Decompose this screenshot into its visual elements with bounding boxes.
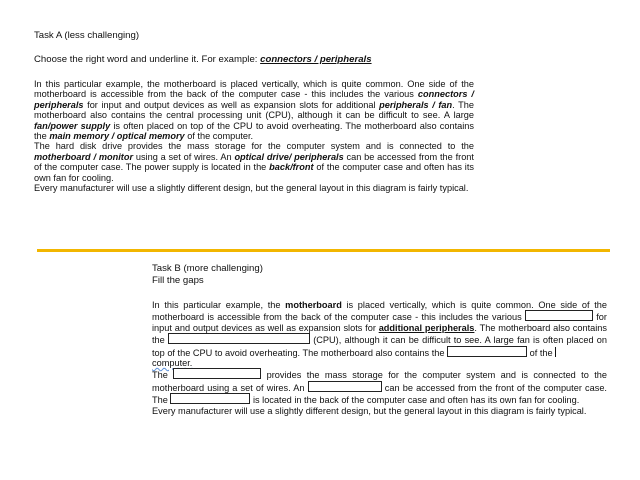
text-run: provides the mass storage for the computer system and is connected to the motherboard using a set of wires. An <box>152 370 607 393</box>
text-run: . The motherboard also contains the <box>152 322 607 346</box>
text-run: In this particular example, the motherboard is placed vertically, which is quite common. One side of the motherboard is accessible from the back of the computer case - this includes the various <box>34 79 474 100</box>
choice-7[interactable]: back/front <box>269 162 314 173</box>
text-line <box>152 368 607 405</box>
task-a-paragraph <box>34 79 474 193</box>
text-run: computer. <box>152 358 193 369</box>
gap-1-input[interactable] <box>525 310 593 321</box>
gap-6-input[interactable] <box>170 393 250 404</box>
task-b-paragraph <box>152 300 607 416</box>
text-run: can be accessed from the front of the computer case. The power supply is located in the <box>34 151 474 173</box>
text-run: for input and output devices as well as expansion slots for <box>152 312 607 333</box>
text-run: of the <box>529 347 553 358</box>
section-divider <box>37 249 610 252</box>
text-cursor <box>555 347 556 357</box>
text-run: In this particular example, the <box>152 300 281 310</box>
task-b-title: Task B (more challenging) <box>152 263 263 274</box>
text-run: is located in the back of the computer case and often has its own fan for cooling. <box>252 395 580 406</box>
keyword-motherboard: motherboard <box>285 300 342 310</box>
text-run: The hard disk drive provides the mass storage for the computer system and is connected to the <box>34 141 474 152</box>
choice-4[interactable]: main memory / optical memory <box>49 131 185 142</box>
text-run: of the computer case and often has its own fan for cooling. <box>34 162 474 183</box>
text-run: (CPU), although it can be difficult to see. A large fan is often placed on top of the CPU to avoid overheating. The motherboard also contains the <box>152 335 607 358</box>
choice-6[interactable]: optical drive/ peripherals <box>234 151 344 162</box>
instruction-text: Choose the right word and underline it. For example: <box>34 54 258 65</box>
choice-5[interactable]: motherboard / monitor <box>34 151 134 162</box>
choice-3[interactable]: fan/power supply <box>34 120 111 131</box>
text-run: of the computer. <box>187 131 254 142</box>
task-a-instruction <box>34 55 372 65</box>
gap-3-input[interactable] <box>447 346 527 357</box>
instruction-example: connectors / peripherals <box>260 54 372 65</box>
task-b-subtitle: Fill the gaps <box>152 275 204 286</box>
keyword-peripherals: additional peripherals <box>378 322 475 333</box>
choice-1[interactable]: connectors / peripherals <box>34 89 474 110</box>
text-run: using a set of wires. An <box>135 151 232 162</box>
text-run: for input and output devices as well as expansion slots for additional <box>87 99 376 110</box>
gap-5-input[interactable] <box>308 381 382 392</box>
text-run: Every manufacturer will use a slightly different design, but the general layout in this diagram is fairly typical. <box>152 405 587 416</box>
text-run: is often placed on top of the CPU to avoid overheating. The motherboard also contains the <box>34 120 474 142</box>
task-a-title: Task A (less challenging) <box>34 30 140 41</box>
text-run: The <box>152 370 168 381</box>
text-line <box>34 141 474 183</box>
text-run: . The motherboard also contains the central processing unit (CPU), although it can be difficult to see. A large <box>34 99 474 121</box>
gap-2-input[interactable] <box>168 333 310 344</box>
text-run: can be accessed from the front of the computer case. The <box>152 382 607 406</box>
text-run: Every manufacturer will use a slightly different design, but the general layout in this diagram is fairly typical. <box>34 183 469 194</box>
gap-4-input[interactable] <box>173 368 261 379</box>
text-run: is placed vertically, which is quite common. One side of the motherboard is accessible from the back of the computer case - this includes the various <box>152 300 607 323</box>
choice-2[interactable]: peripherals / fan <box>379 99 453 110</box>
